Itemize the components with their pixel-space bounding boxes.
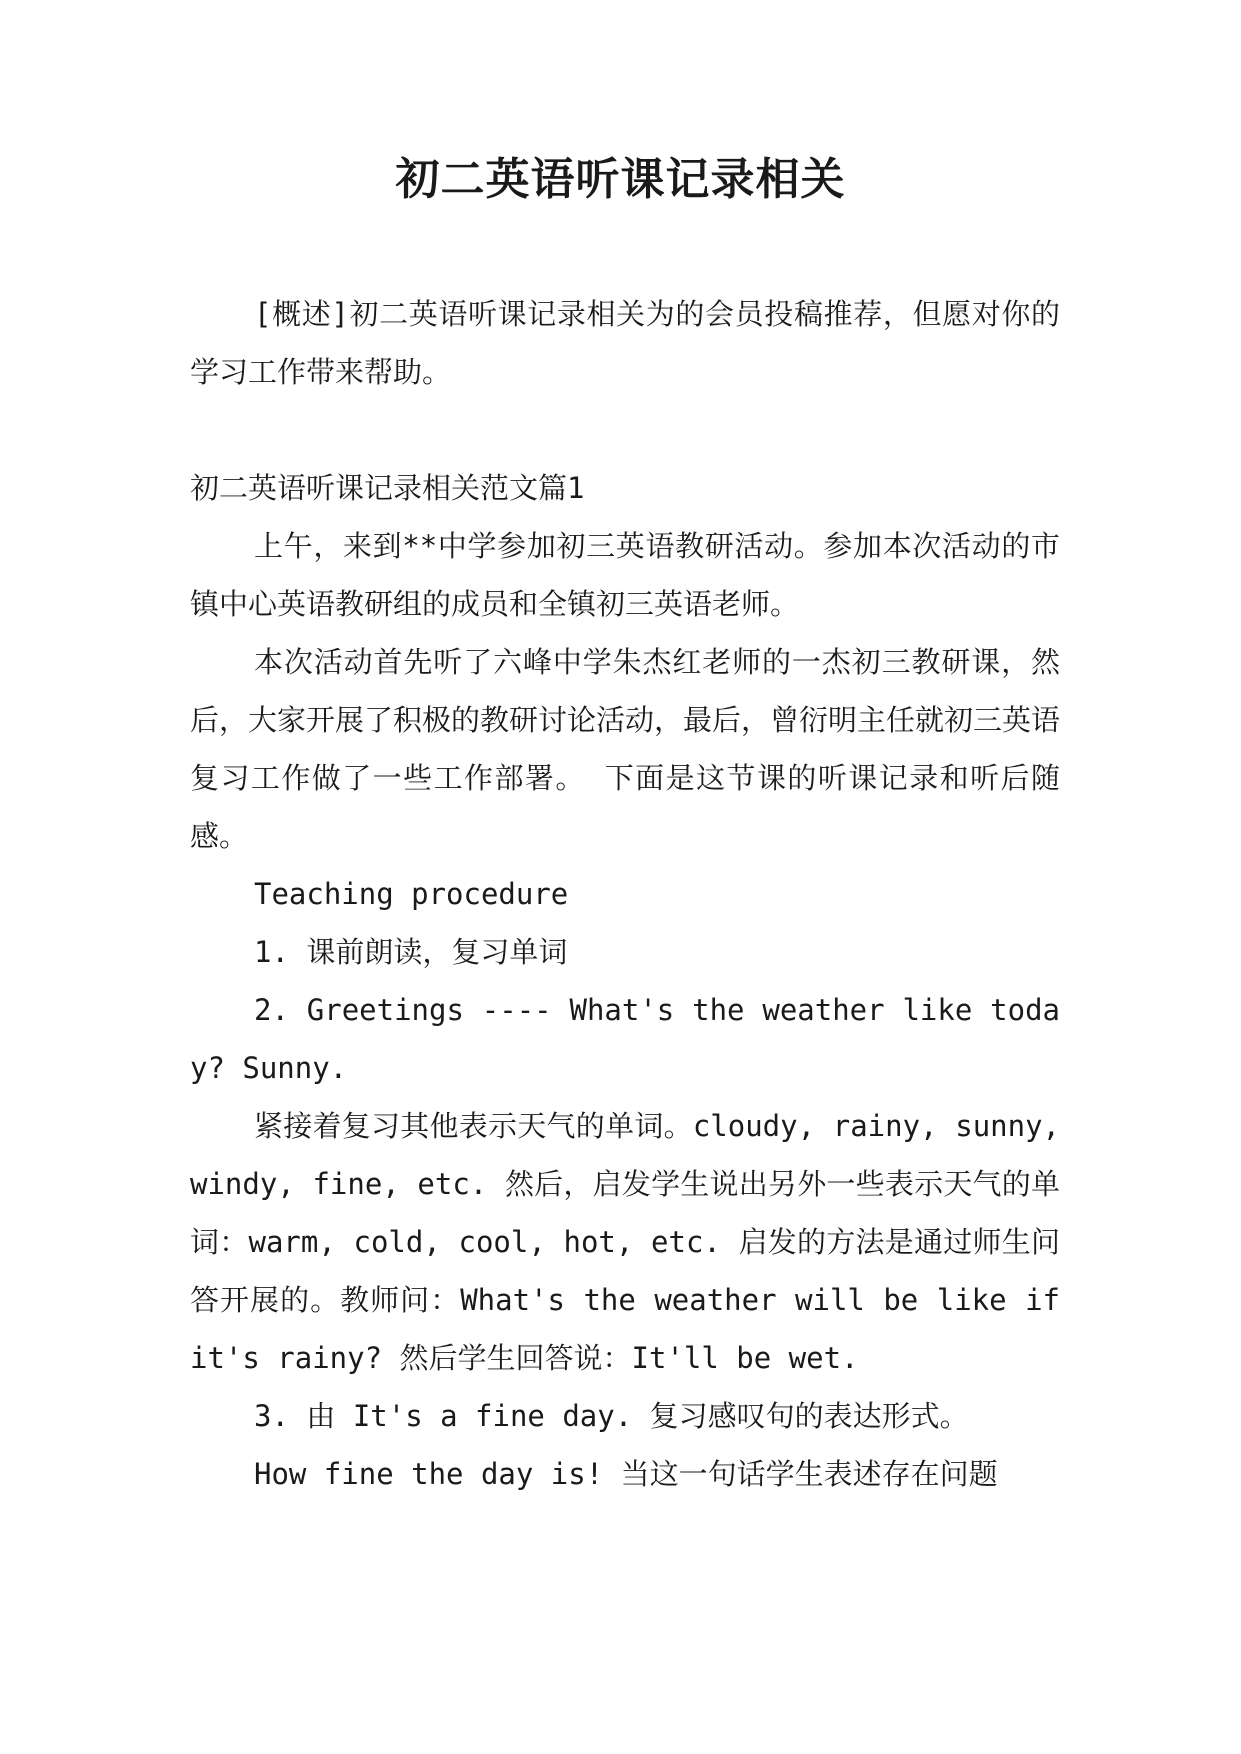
paragraph-exclamation: How fine the day is! 当这一句话学生表述存在问题 [254, 1457, 998, 1491]
spacer [190, 401, 1060, 459]
paragraph-weather-review: 紧接着复习其他表示天气的单词。cloudy, rainy, sunny, windy, fine, etc. 然后，启发学生说出另外一些表示天气的单词：warm, cold, cool, hot, etc. 启发的方法是通过师生问答开展的。教师问：What's the weather will be like if it's rainy? 然后学生回答说：It'll be wet. [190, 1109, 1060, 1375]
document-body [190, 285, 1060, 1503]
document-title: 初二英语听课记录相关 [395, 154, 846, 205]
paragraph-step-3: 3. 由 It's a fine day. 复习感叹句的表达形式。 [254, 1399, 969, 1433]
paragraph-step-2: 2. Greetings ---- What's the weather like today? Sunny. [190, 993, 1060, 1085]
paragraph-step-1: 1. 课前朗读，复习单词 [254, 935, 568, 969]
summary-paragraph: [概述]初二英语听课记录相关为的会员投稿推荐，但愿对你的学习工作带来帮助。 [190, 297, 1060, 389]
section-heading: 初二英语听课记录相关范文篇1 [190, 471, 585, 505]
paragraph-teaching-procedure: Teaching procedure [254, 877, 569, 911]
paragraph-activity: 本次活动首先听了六峰中学朱杰红老师的一杰初三教研课，然后，大家开展了积极的教研讨论活动，最后，曾衍明主任就初三英语复习工作做了一些工作部署。 下面是这节课的听课记录和听后随感。 [190, 645, 1061, 853]
paragraph-intro: 上午，来到**中学参加初三英语教研活动。参加本次活动的市镇中心英语教研组的成员和全镇初三英语老师。 [190, 529, 1060, 621]
